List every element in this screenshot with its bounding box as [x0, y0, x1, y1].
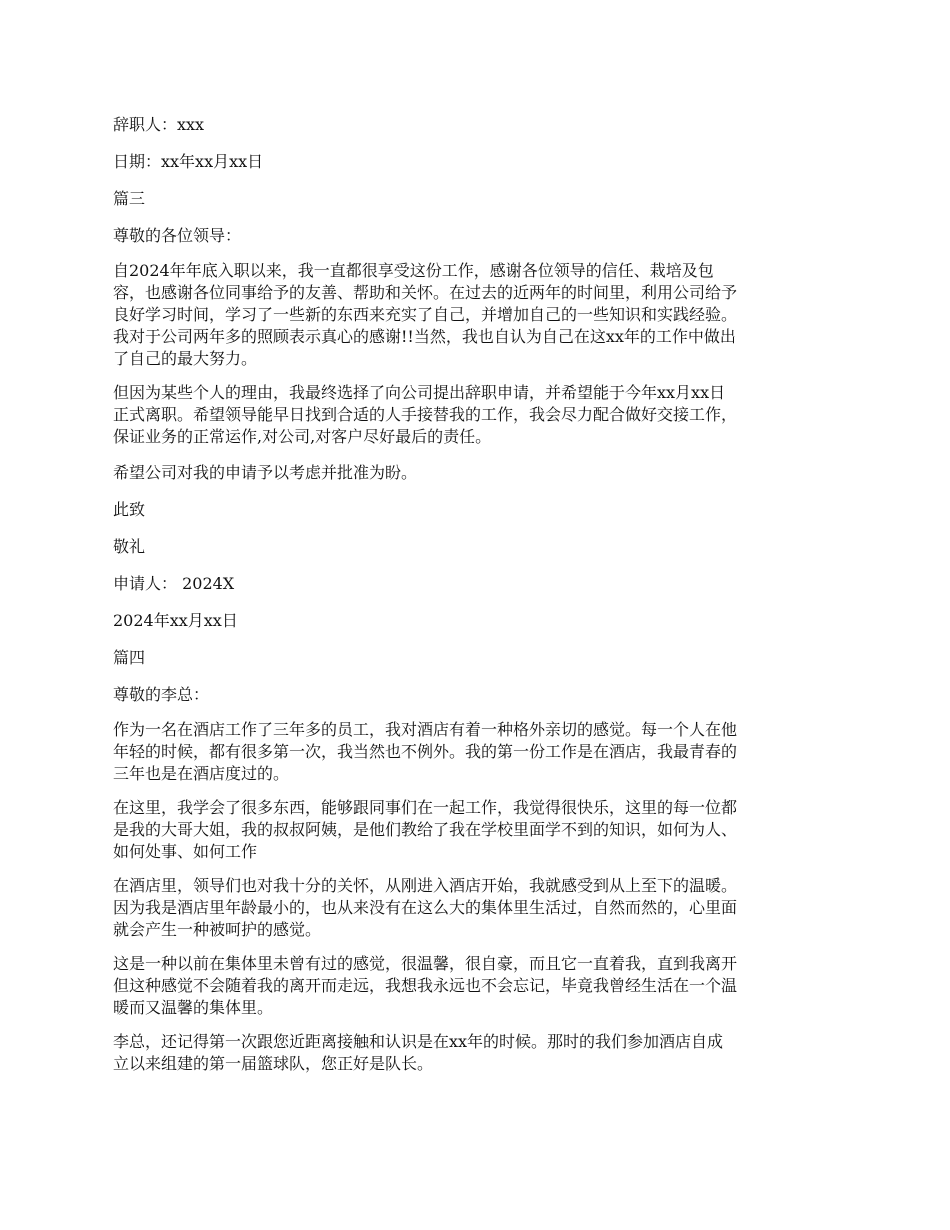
- text-line: 篇四: [113, 648, 146, 667]
- paragraph-line: 良好学习时间，学习了一些新的东西来充实了自己，并增加自己的一些知识和实践经验。: [113, 305, 738, 324]
- paragraph: [113, 260, 848, 370]
- text-line: 申请人： 2024X: [113, 574, 235, 593]
- paragraph-line: 自2024年年底入职以来，我一直都很享受这份工作，感谢各位领导的信任、栽培及包: [113, 261, 714, 280]
- paragraph-line: 因为我是酒店里年龄最小的，也从来没有在这么大的集体里生活过，自然而然的，心里面: [113, 898, 738, 917]
- paragraph: [113, 1031, 848, 1075]
- text-line: 篇三: [113, 189, 146, 208]
- paragraph-line: 保证业务的正常运作,对公司,对客户尽好最后的责任。: [113, 427, 492, 446]
- paragraph-line: 三年也是在酒店度过的。: [113, 764, 290, 783]
- paragraph-line: 就会产生一种被呵护的感觉。: [113, 920, 322, 939]
- text-line: 希望公司对我的申请予以考虑并批准为盼。: [113, 463, 418, 482]
- text-line: 敬礼: [113, 537, 146, 556]
- text-line: 2024年xx月xx日: [113, 611, 238, 630]
- paragraph-line: 年轻的时候，都有很多第一次，我当然也不例外。我的第一份工作是在酒店，我最青春的: [113, 742, 738, 761]
- paragraph-line: 正式离职。希望领导能早日找到合适的人手接替我的工作，我会尽力配合做好交接工作，: [113, 405, 738, 424]
- text-line: 此致: [113, 500, 146, 519]
- paragraph-line: 这是一种以前在集体里未曾有过的感觉，很温馨，很自豪，而且它一直着我，直到我离开: [113, 954, 738, 973]
- paragraph-line: 暖而又温馨的集体里。: [113, 998, 274, 1017]
- paragraph: [113, 382, 848, 448]
- paragraph-line: 在酒店里，领导们也对我十分的关怀，从刚进入酒店开始，我就感受到从上至下的温暖。: [113, 876, 738, 895]
- paragraph-line: 但这种感觉不会随着我的离开而走远，我想我永远也不会忘记，毕竟我曾经生活在一个温: [113, 976, 738, 995]
- paragraph-line: 在这里，我学会了很多东西，能够跟同事们在一起工作，我觉得很快乐，这里的每一位都: [113, 798, 738, 817]
- text-line: 辞职人：xxx: [113, 115, 205, 134]
- paragraph-line: 如何处事、如何工作: [113, 842, 258, 861]
- paragraph-line: 但因为某些个人的理由，我最终选择了向公司提出辞职申请，并希望能于今年xx月xx日: [113, 383, 726, 402]
- paragraph-line: 是我的大哥大姐，我的叔叔阿姨，是他们教给了我在学校里面学不到的知识，如何为人、: [113, 820, 738, 839]
- paragraph-line: 我对于公司两年多的照顾表示真心的感谢!!当然，我也自认为自己在这xx年的工作中做出: [113, 327, 736, 346]
- paragraph-line: 了自己的最大努力。: [113, 349, 258, 368]
- text-line: 尊敬的李总：: [113, 685, 210, 704]
- paragraph: [113, 953, 848, 1019]
- paragraph: [113, 797, 848, 863]
- text-line: 日期：xx年xx月xx日: [113, 152, 264, 171]
- paragraph-line: 作为一名在酒店工作了三年多的员工，我对酒店有着一种格外亲切的感觉。每一个人在他: [113, 720, 738, 739]
- paragraph-line: 李总，还记得第一次跟您近距离接触和认识是在xx年的时候。那时的我们参加酒店自成: [113, 1032, 724, 1051]
- text-line: 尊敬的各位领导：: [113, 226, 242, 245]
- paragraph: [113, 875, 848, 941]
- paragraph-line: 立以来组建的第一届篮球队，您正好是队长。: [113, 1054, 434, 1073]
- paragraph: [113, 719, 848, 785]
- document-body: [113, 112, 848, 1087]
- paragraph-line: 容，也感谢各位同事给予的友善、帮助和关怀。在过去的近两年的时间里，利用公司给予: [113, 283, 738, 302]
